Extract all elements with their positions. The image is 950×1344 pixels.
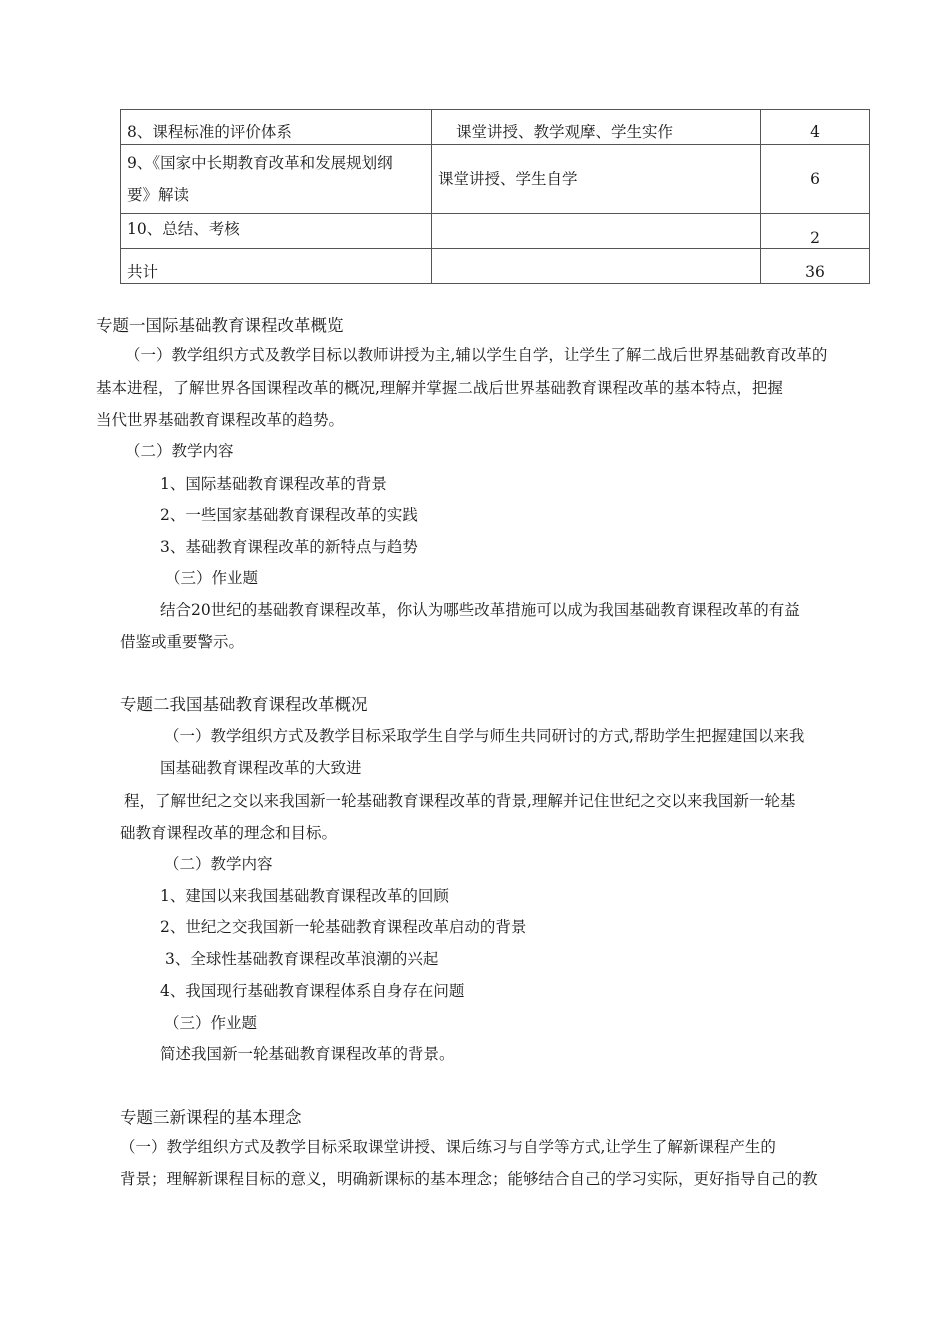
method-cell [432, 214, 761, 249]
topic-cell: 8、课程标准的评价体系 [121, 110, 432, 145]
subheading: （二）教学内容 [164, 855, 273, 873]
table-row [121, 145, 870, 214]
section-title: 专题三新课程的基本理念 [120, 1108, 302, 1127]
hours-cell: 4 [761, 110, 870, 145]
paragraph-line: 程，了解世纪之交以来我国新一轮基础教育课程改革的背景,理解并记住世纪之交以来我国新一轮基 [124, 792, 796, 810]
table-row [121, 249, 870, 284]
hours-cell: 36 [761, 249, 870, 284]
list-item: 2、世纪之交我国新一轮基础教育课程改革启动的背景 [160, 918, 527, 936]
subheading: （二）教学内容 [125, 442, 234, 460]
paragraph-line: 简述我国新一轮基础教育课程改革的背景。 [160, 1045, 455, 1063]
list-item: 2、一些国家基础教育课程改革的实践 [160, 506, 418, 524]
paragraph-line: 背景；理解新课程目标的意义，明确新课标的基本理念；能够结合自己的学习实际，更好指导自己的教 [120, 1170, 818, 1188]
paragraph-line: 结合20世纪的基础教育课程改革，你认为哪些改革措施可以成为我国基础教育课程改革的有益 [160, 601, 800, 619]
method-cell [432, 110, 761, 145]
topic-cell: 10、总结、考核 [121, 214, 432, 249]
subheading: （三）作业题 [165, 569, 259, 587]
course-schedule-table [120, 109, 870, 284]
hours-cell: 2 [761, 214, 870, 249]
topic-cell: 共计 [121, 249, 432, 284]
paragraph-line: 借鉴或重要警示。 [120, 633, 245, 651]
topic-line: 9、《国家中长期教育改革和发展规划纲 [127, 154, 393, 172]
hours-cell: 6 [761, 145, 870, 214]
paragraph-line: 基本进程，了解世界各国课程改革的概况,理解并掌握二战后世界基础教育课程改革的基本特点，把握 [96, 379, 783, 397]
list-item: 1、国际基础教育课程改革的背景 [160, 475, 387, 493]
method-cell: 课堂讲授、学生自学 [432, 145, 761, 214]
paragraph-line: （一）教学组织方式及教学目标采取学生自学与师生共同研讨的方式,帮助学生把握建国以来我 [164, 727, 805, 745]
paragraph-line: （一）教学组织方式及教学目标采取课堂讲授、课后练习与自学等方式,让学生了解新课程产生的 [120, 1138, 776, 1156]
section-title: 专题二我国基础教育课程改革概况 [120, 695, 368, 714]
table-row [121, 214, 870, 249]
section-title: 专题一国际基础教育课程改革概览 [96, 316, 344, 335]
topic-line: 要》解读 [127, 186, 190, 204]
paragraph-line: 国基础教育课程改革的大致进 [160, 759, 362, 777]
list-item: 3、基础教育课程改革的新特点与趋势 [160, 538, 418, 556]
topic-cell [121, 145, 432, 214]
method-cell [432, 249, 761, 284]
paragraph-line: 础教育课程改革的理念和目标。 [120, 824, 338, 842]
table-row [121, 110, 870, 145]
list-item: 3、全球性基础教育课程改革浪潮的兴起 [165, 950, 439, 968]
method-text: 课堂讲授、教学观摩、学生实作 [456, 123, 674, 141]
list-item: 1、建国以来我国基础教育课程改革的回顾 [160, 887, 449, 905]
subheading: （三）作业题 [164, 1014, 258, 1032]
paragraph-line: 当代世界基础教育课程改革的趋势。 [96, 411, 345, 429]
list-item: 4、我国现行基础教育课程体系自身存在问题 [160, 982, 465, 1000]
paragraph-line: （一）教学组织方式及教学目标以教师讲授为主,辅以学生自学，让学生了解二战后世界基础教育改革的 [125, 346, 828, 364]
